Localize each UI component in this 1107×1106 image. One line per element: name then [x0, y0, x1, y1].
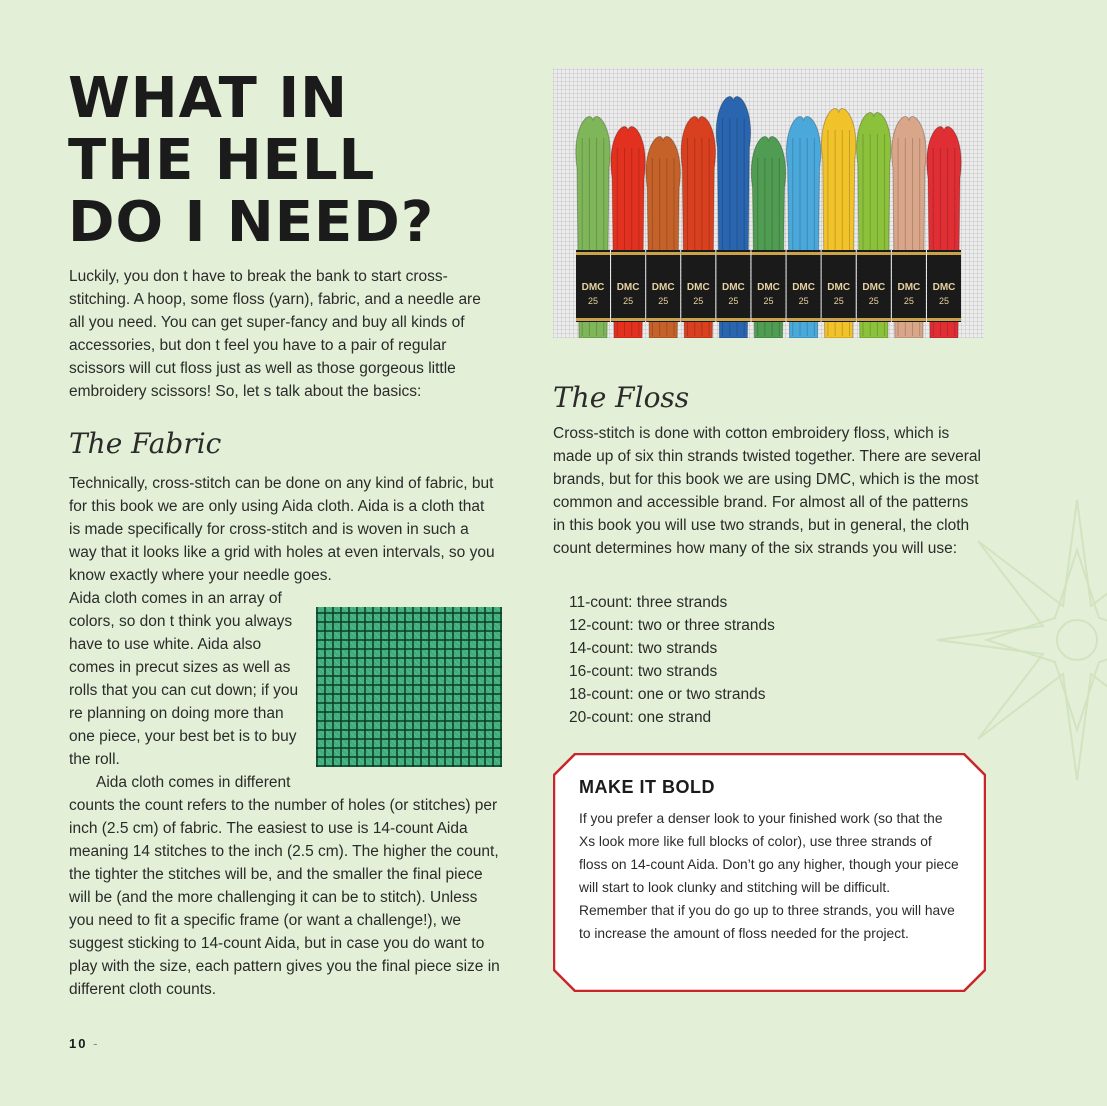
strand-count-list	[569, 591, 775, 729]
make-it-bold-callout	[553, 753, 986, 992]
svg-text:25: 25	[868, 296, 879, 306]
floss-paragraph: Cross-stitch is done with cotton embroidery floss, which is made up of six thin strands twisted together. There are several brands, but for this book we are using DMC, which is the most common and accessible brand. For almost all of the patterns in this book you will use two strands, but in general, the cloth count determines how many of the six strands you will use:	[553, 425, 981, 557]
svg-text:25: 25	[587, 296, 599, 306]
floss-skeins-illustration	[553, 68, 984, 338]
list-item: 14-count: two strands	[569, 640, 718, 657]
svg-text:25: 25	[728, 296, 739, 306]
floss-skein	[892, 117, 926, 338]
svg-text:DMC: DMC	[827, 282, 851, 293]
svg-text:25: 25	[658, 296, 669, 306]
svg-text:25: 25	[833, 296, 844, 306]
floss-skein	[786, 117, 820, 338]
title-line-3: DO I NEED?	[68, 190, 435, 255]
floss-skein	[681, 117, 715, 338]
floss-skein	[821, 109, 855, 338]
floss-skein	[927, 127, 961, 338]
svg-text:DMC: DMC	[651, 282, 675, 293]
page-number-dash: -	[93, 1036, 100, 1051]
svg-text:DMC: DMC	[897, 282, 921, 293]
list-item: 20-count: one strand	[569, 709, 712, 726]
floss-skein	[576, 117, 610, 338]
svg-text:25: 25	[798, 296, 809, 306]
fabric-p2-first-line: Aida cloth comes in different	[96, 774, 291, 791]
floss-heading: The Floss	[553, 381, 690, 414]
fabric-heading: The Fabric	[69, 427, 222, 460]
floss-skeins-photo	[553, 68, 984, 338]
floss-skein	[716, 97, 750, 338]
svg-text:DMC: DMC	[932, 282, 956, 293]
svg-text:DMC: DMC	[581, 282, 605, 293]
floss-skein	[857, 113, 891, 338]
svg-text:25: 25	[903, 296, 914, 306]
list-item: 11-count: three strands	[569, 594, 728, 611]
list-item: 16-count: two strands	[569, 663, 718, 680]
list-item: 12-count: two or three strands	[569, 617, 775, 634]
page-number	[69, 1036, 99, 1051]
floss-skein	[751, 137, 785, 338]
svg-text:DMC: DMC	[686, 282, 710, 293]
title-line-1: WHAT IN	[68, 66, 349, 131]
svg-text:25: 25	[623, 296, 634, 306]
page-title	[68, 68, 434, 254]
floss-skein	[611, 127, 645, 338]
svg-text:DMC: DMC	[757, 282, 780, 293]
fabric-p2-rest: counts the count refers to the number of holes (or stitches) per inch (2.5 cm) of fabric. The easiest to use is 14-count Aida meaning 14 stitches to the inch (2.5 cm). The higher the count, the tighter the stitches will be, and the smaller the final piece will be (and the more challenging it can be to stitch). Unless you need to fit a specific frame (or want a challenge!), we suggest sticking to 14-count Aida, but in case you do want to play with the size, each pattern gives you the final piece size in different cloth counts.	[69, 797, 500, 998]
svg-text:DMC: DMC	[792, 282, 815, 293]
list-item: 18-count: one or two strands	[569, 686, 766, 703]
fabric-paragraph-wrap: Aida cloth comes in an array of colors, so don t think you always have to use white. Aida also comes in precut sizes as well as rolls that you can cut down; if you re planning on doing more than one piece, your best bet is to buy the roll.	[69, 590, 299, 768]
intro-paragraph: Luckily, you don t have to break the bank to start cross-stitching. A hoop, some floss (yarn), fabric, and a needle are all you need. You can get super-fancy and buy all kinds of accessories, but don t feel you have to a pair of regular scissors will cut floss just as well as those gorgeous little embroidery scissors! So, let s talk about the basics:	[69, 268, 481, 400]
svg-text:DMC: DMC	[862, 282, 886, 293]
aida-cloth-image	[316, 607, 502, 767]
svg-text:DMC: DMC	[616, 282, 640, 293]
page-number-value: 10	[69, 1036, 88, 1051]
callout-title: MAKE IT BOLD	[579, 777, 715, 797]
svg-text:25: 25	[763, 296, 774, 306]
svg-text:25: 25	[693, 296, 704, 306]
svg-text:DMC: DMC	[722, 282, 745, 293]
fabric-paragraph-1: Technically, cross-stitch can be done on any kind of fabric, but for this book we are only using Aida cloth. Aida is a cloth that is made specifically for cross-stitch and is woven in such a way that it looks like a grid with holes at even intervals, so you know exactly where your needle goes.	[69, 475, 495, 584]
floss-skein	[646, 137, 680, 338]
title-line-2: THE HELL	[68, 128, 376, 193]
svg-text:25: 25	[938, 296, 950, 306]
fabric-paragraph-2	[69, 771, 505, 1001]
callout-text: If you prefer a denser look to your finished work (so that the Xs look more like full blocks of color), use three strands of floss on 14-count Aida. Don’t go any higher, though your piece will start to look clunky and stitching will be difficult. Remember that if you do go up to three strands, you will have to increase the amount of floss needed for the project.	[579, 811, 959, 941]
